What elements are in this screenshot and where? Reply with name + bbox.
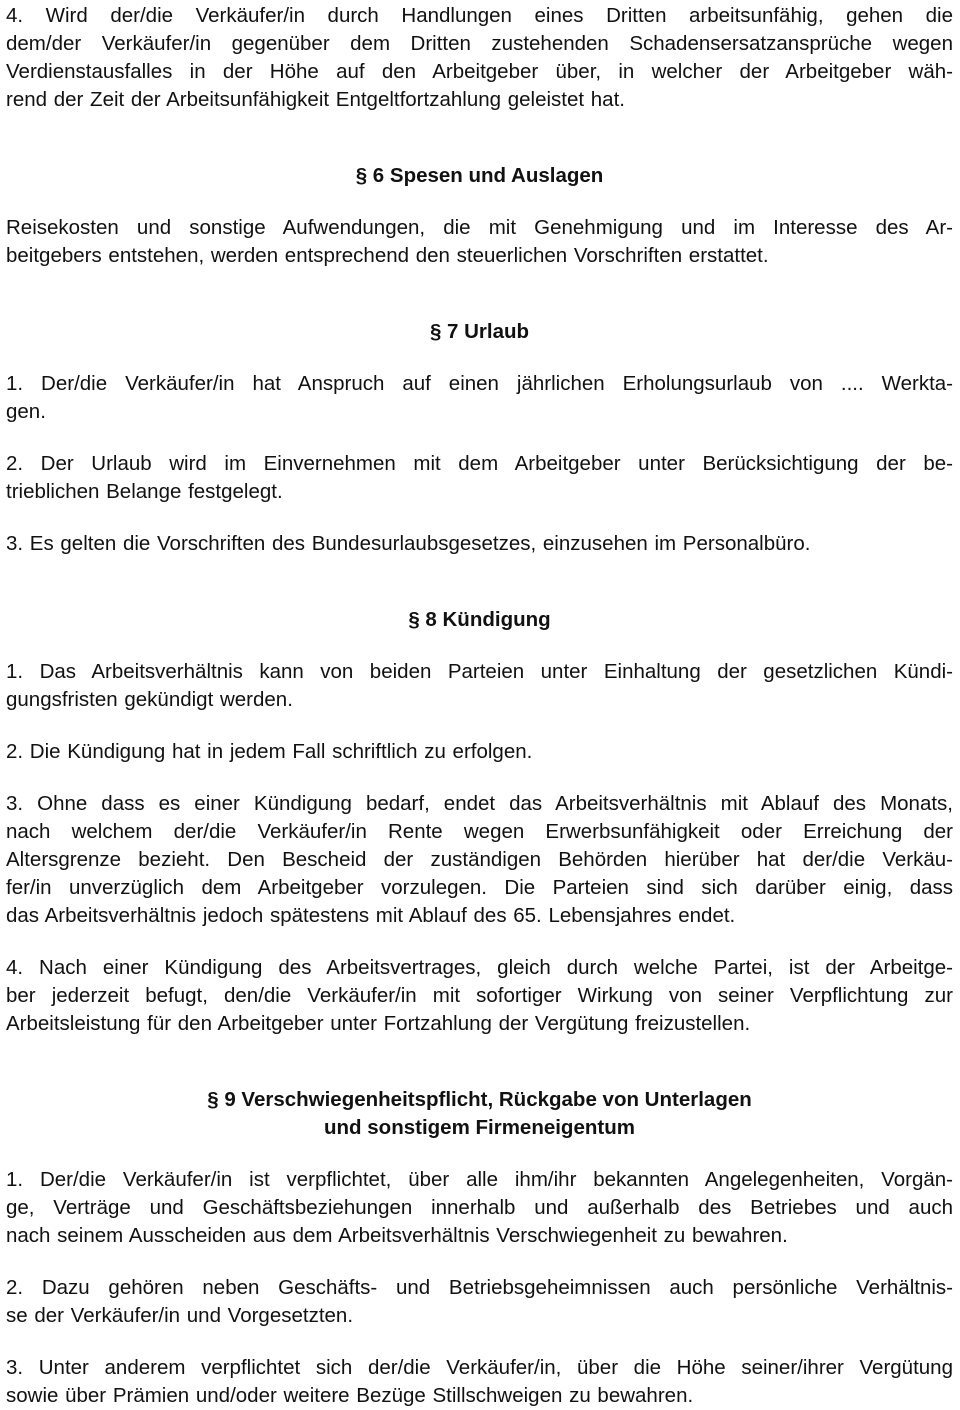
text-line: ber jederzeit befugt, den/die Verkäufer/in mit sofortiger Wirkung von seiner Verpflichtung zur (6, 984, 953, 1007)
text-line: § 9 Verschwiegenheitspflicht, Rückgabe von Unterlagen (207, 1088, 752, 1111)
text-line: § 6 Spesen und Auslagen (355, 164, 604, 187)
text-line: fer/in unverzüglich dem Arbeitgeber vorzulegen. Die Parteien sind sich darüber einig, dass (6, 876, 953, 899)
text-line: 2. Dazu gehören neben Geschäfts- und Betriebsgeheimnissen auch persönliche Verhältnis- (6, 1276, 953, 1299)
section-heading-7 (6, 318, 953, 346)
clause-7-item-1 (6, 370, 953, 426)
clause-9-item-1 (6, 1166, 953, 1250)
section-heading-6 (6, 162, 953, 190)
text-line: Reisekosten und sonstige Aufwendungen, die mit Genehmigung und im Interesse des Ar- (6, 216, 953, 239)
clause-8-item-2 (6, 738, 953, 766)
text-line: gungsfristen gekündigt werden. (6, 688, 293, 711)
clause-8-item-3 (6, 790, 953, 930)
text-line: 1. Das Arbeitsverhältnis kann von beiden Parteien unter Einhaltung der gesetzlichen Kündi- (6, 660, 953, 683)
text-line: 1. Der/die Verkäufer/in hat Anspruch auf einen jährlichen Erholungsurlaub von .... Werkta- (6, 372, 953, 395)
text-line: ge, Verträge und Geschäftsbeziehungen innerhalb und außerhalb des Betriebes und auch (6, 1196, 953, 1219)
text-line: nach seinem Ausscheiden aus dem Arbeitsverhältnis Verschwiegenheit zu bewahren. (6, 1224, 788, 1247)
text-line: se der Verkäufer/in und Vorgesetzten. (6, 1304, 354, 1327)
clause-8-item-1 (6, 658, 953, 714)
text-line: gen. (6, 400, 46, 423)
clause-9-item-3 (6, 1354, 953, 1410)
text-line: 3. Ohne dass es einer Kündigung bedarf, endet das Arbeitsverhältnis mit Ablauf des Monats, (6, 792, 953, 815)
section-heading-9 (6, 1086, 953, 1142)
text-line: beitgebers entstehen, werden entsprechend den steuerlichen Vorschriften erstattet. (6, 244, 769, 267)
text-line: 1. Der/die Verkäufer/in ist verpflichtet, über alle ihm/ihr bekannten Angelegenheiten, Vorgän- (6, 1168, 953, 1191)
clause-6-body (6, 214, 953, 270)
text-line: dem/der Verkäufer/in gegenüber dem Dritten zustehenden Schadensersatzansprüche wegen (6, 32, 953, 55)
text-line: Verdienstausfalles in der Höhe auf den Arbeitgeber über, in welcher der Arbeitgeber wäh- (6, 60, 953, 83)
text-line: § 8 Kündigung (408, 608, 551, 631)
text-line: Altersgrenze bezieht. Den Bescheid der zuständigen Behörden hierüber hat der/die Verkäu- (6, 848, 953, 871)
text-line: trieblichen Belange festgelegt. (6, 480, 283, 503)
clause-7-item-2 (6, 450, 953, 506)
text-line: nach welchem der/die Verkäufer/in Rente wegen Erwerbsunfähigkeit oder Erreichung der (6, 820, 953, 843)
clause-5-item-4 (6, 2, 953, 114)
text-line: 4. Wird der/die Verkäufer/in durch Handlungen eines Dritten arbeitsunfähig, gehen die (6, 4, 953, 27)
text-line: 3. Es gelten die Vorschriften des Bundesurlaubsgesetzes, einzusehen im Personalbüro. (6, 532, 811, 555)
text-line: das Arbeitsverhältnis jedoch spätestens mit Ablauf des 65. Lebensjahres endet. (6, 904, 736, 927)
text-line: 2. Die Kündigung hat in jedem Fall schriftlich zu erfolgen. (6, 740, 533, 763)
clause-8-item-4 (6, 954, 953, 1038)
text-line: sowie über Prämien und/oder weitere Bezüge Stillschweigen zu bewahren. (6, 1384, 694, 1407)
text-line: und sonstigem Firmeneigentum (324, 1116, 635, 1139)
clause-9-item-2 (6, 1274, 953, 1330)
clause-7-item-3 (6, 530, 953, 558)
text-line: 3. Unter anderem verpflichtet sich der/die Verkäufer/in, über die Höhe seiner/ihrer Vergütung (6, 1356, 953, 1379)
text-line: rend der Zeit der Arbeitsunfähigkeit Entgeltfortzahlung geleistet hat. (6, 88, 625, 111)
text-line: Arbeitsleistung für den Arbeitgeber unter Fortzahlung der Vergütung freizustellen. (6, 1012, 751, 1035)
text-line: 4. Nach einer Kündigung des Arbeitsvertrages, gleich durch welche Partei, ist der Arbeitge- (6, 956, 953, 979)
section-heading-8 (6, 606, 953, 634)
text-line: 2. Der Urlaub wird im Einvernehmen mit dem Arbeitgeber unter Berücksichtigung der be- (6, 452, 953, 475)
text-line: § 7 Urlaub (429, 320, 530, 343)
